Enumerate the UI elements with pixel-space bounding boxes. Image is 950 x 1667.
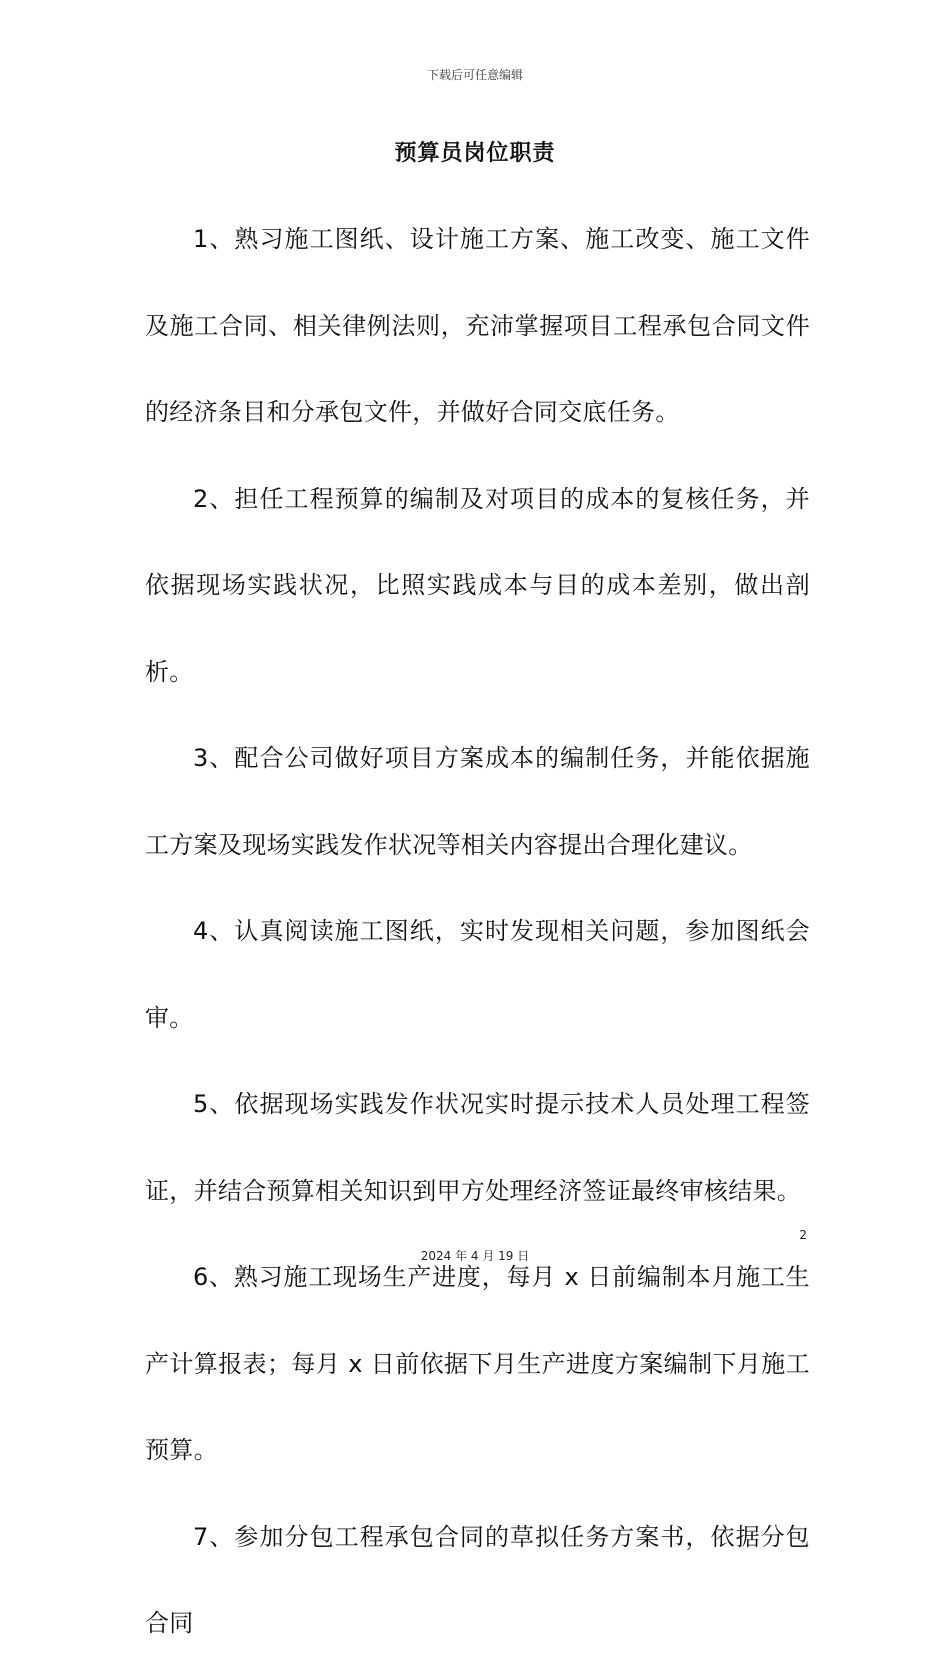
paragraph-7: 7、参加分包工程承包合同的草拟任务方案书，依据分包合同 <box>145 1522 810 1637</box>
document-title: 预算员岗位职责 <box>394 141 556 166</box>
header-note: 下载后可任意编辑 <box>426 68 523 82</box>
paragraph-1: 1、熟习施工图纸、设计施工方案、施工改变、施工文件及施工合同、相关律例法则，充沛掌握项目工程承包合同文件的经济条目和分承包文件，并做好合同交底任务。 <box>145 225 810 426</box>
document-body <box>145 196 810 1667</box>
paragraph-3: 3、配合公司做好项目方案成本的编制任务，并能依据施工方案及现场实践发作状况等相关内容提出合理化建议。 <box>145 744 810 859</box>
paragraph-4: 4、认真阅读施工图纸，实时发现相关问题，参加图纸会审。 <box>145 917 810 1032</box>
page-number: 2 <box>799 1228 807 1242</box>
paragraph-5: 5、依据现场实践发作状况实时提示技术人员处理工程签证，并结合预算相关知识到甲方处理经济签证最终审核结果。 <box>145 1090 810 1205</box>
paragraph-2: 2、担任工程预算的编制及对项目的成本的复核任务，并依据现场实践状况，比照实践成本与目的成本差别，做出剖析。 <box>145 484 810 686</box>
paragraph-6: 6、熟习施工现场生产进度，每月 x 日前编制本月施工生产计算报表；每月 x 日前依据下月生产进度方案编制下月施工预算。 <box>145 1263 810 1464</box>
footer-date: 2024 年 4 月 19 日 <box>420 1249 530 1263</box>
